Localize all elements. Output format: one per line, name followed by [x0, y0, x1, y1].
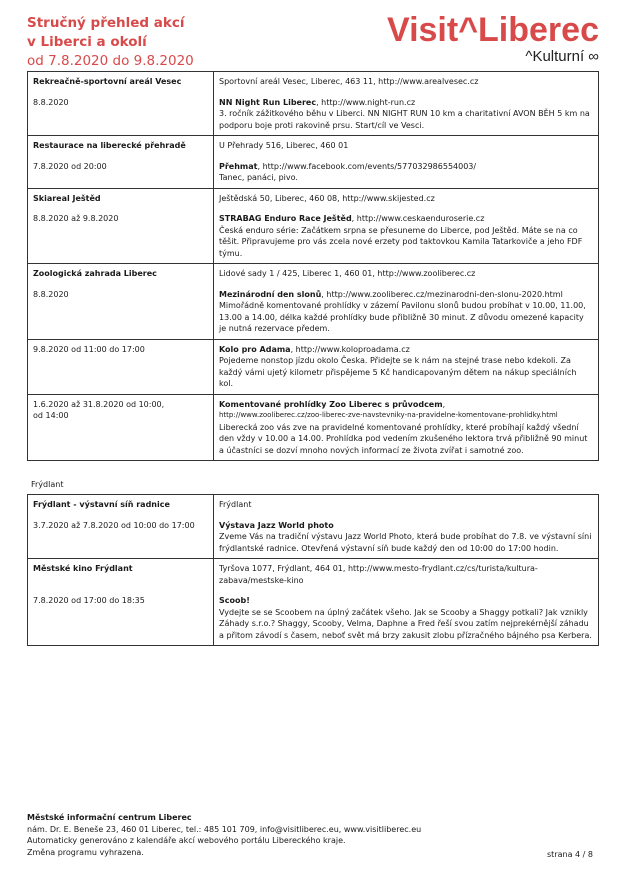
event-date: 8.8.2020: [33, 289, 69, 299]
visit-liberec-logo: [327, 10, 599, 70]
venue-address: Tyršova 1077, Frýdlant, 464 01, http://www.mesto-frydlant.cz/cs/turista/kultura-zabava/mestske-kino: [219, 564, 538, 585]
event-heading: [219, 595, 592, 607]
venue-name: Rekreačně-sportovní areál Vesec: [33, 77, 182, 86]
event-row: [28, 394, 599, 461]
event-heading: [219, 399, 592, 411]
event-date: 8.8.2020 až 9.8.2020: [33, 214, 119, 223]
events-table-frydlant: [27, 494, 599, 646]
report-date-range: od 7.8.2020 do 9.8.2020: [27, 53, 194, 69]
report-title-line2: v Liberci a okolí: [27, 34, 147, 50]
event-heading: [219, 289, 592, 301]
event-title: Mezinárodní den slonů: [219, 289, 322, 299]
event-description: Pojedeme nonstop jízdu okolo Česka. Přidejte se k nám na stejné trase nebo kdekoli. Za každý vámi ujetý kilometr přispějeme 5 Kč handicapovaným dětem na nákup speciálních kol.: [219, 356, 577, 388]
event-title: STRABAG Enduro Race Ještěd: [219, 214, 352, 223]
event-heading: [219, 520, 592, 532]
footer-organization: Městské informační centrum Liberec: [27, 813, 192, 822]
event-title: Scoob!: [219, 596, 250, 605]
venue-row: [28, 495, 599, 559]
event-description: Zveme Vás na tradiční výstavu Jazz World Photo, která bude probíhat do 7.8. ve výstavní síni frýdlantské radnice. Otevřená výstavní síň bude každý den od 10:00 do 17:00 hodin.: [219, 532, 592, 553]
event-title: NN Night Run Liberec: [219, 97, 317, 107]
report-title-line1: Stručný přehled akcí: [27, 15, 185, 31]
venue-row: [28, 188, 599, 264]
venue-name: Městské kino Frýdlant: [33, 564, 133, 573]
footer-note-generated: Automaticky generováno z kalendáře akcí webového portálu Libereckého kraje.: [27, 836, 346, 845]
footer-contact: nám. Dr. E. Beneše 23, 460 01 Liberec, tel.: 485 101 709, info@visitliberec.eu, www.visitliberec.eu: [27, 824, 422, 834]
event-description: 3. ročník zážitkového běhu v Liberci. NN NIGHT RUN 10 km a charitativní AVON BĚH 5 km na podporu boje proti rakovině prsu. Start/cíl ve Vesci.: [219, 109, 590, 130]
event-heading: [219, 344, 592, 356]
event-description: Mimořádně komentované prohlídky v zázemí Pavilonu slonů budou probíhat v 10.00, 11.00, 13.00 a 14.00, délka každé prohlídky bude přibližně 30 minut. Z důvodu omezené kapacity je nutná rezervace předem.: [219, 301, 586, 333]
venue-address: Frýdlant: [219, 500, 252, 509]
event-heading: [219, 97, 592, 109]
venue-row: [28, 72, 599, 136]
event-date: 7.8.2020 od 17:00 do 18:35: [33, 595, 145, 605]
event-description: Vydejte se se Scoobem na úplný začátek všeho. Jak se Scooby a Shaggy potkali? Jak vznikly Záhady s.r.o.? Shaggy, Scooby, Velma, Daphne a Fred řeší svou zatím nejprekérnější záhadu a přitom závodí s časem, neboť svět má brzy zakusit zlobu přízračného bájného psa Kerbera.: [219, 607, 592, 640]
venue-address: Lidové sady 1 / 425, Liberec 1, 460 01, http://www.zooliberec.cz: [219, 269, 476, 278]
event-url[interactable]: , http://www.facebook.com/events/577032986554003/: [257, 161, 477, 171]
event-title: Komentované prohlídky Zoo Liberec s průvodcem: [219, 399, 443, 409]
event-title: Přehmat: [219, 161, 258, 171]
logo-subtitle: ^Kulturní ∞: [525, 48, 599, 65]
venue-name: Skiareal Ještěd: [33, 193, 101, 203]
venue-row: [28, 559, 599, 646]
event-title: Kolo pro Adama: [219, 344, 291, 354]
event-description: Tanec, panáci, pivo.: [219, 173, 298, 182]
report-header: [27, 14, 257, 71]
event-date: 1.6.2020 až 31.8.2020 od 10:00,: [33, 399, 165, 409]
venue-address: Ještědská 50, Liberec, 460 08, http://www.skijested.cz: [219, 193, 435, 203]
event-date: 9.8.2020 od 11:00 do 17:00: [33, 344, 145, 354]
venue-name: Restaurace na liberecké přehradě: [33, 141, 186, 150]
logo-wordmark: Visit^Liberec: [387, 11, 599, 49]
event-row: [28, 339, 599, 394]
events-table-liberec: [27, 71, 599, 461]
city-heading: Frýdlant: [31, 480, 64, 489]
page-number: strana 4 / 8: [547, 850, 593, 859]
footer-note-changes: Změna programu vyhrazena.: [27, 847, 144, 857]
page-footer: [27, 812, 421, 858]
event-url[interactable]: ,: [442, 399, 446, 409]
venue-address: U Přehrady 516, Liberec, 460 01: [219, 141, 349, 150]
event-description: Liberecká zoo vás zve na pravidelné komentované prohlídky, které probíhají každý všední den vždy v 10.00 a 14.00. Prohlídka pod vedením zkušeného lektora trvá přibližně 90 minut a účastníci se dozví mnoho nových informací ze života zvířat i samotné zoo.: [219, 422, 588, 455]
event-url[interactable]: , http://www.ceskaenduroserie.cz: [351, 214, 485, 223]
event-description: Česká enduro série: Začátkem srpna se přesuneme do Liberce, pod Ještěd. Máte se na co těšit. Připravujeme pro vás zcela nové erzety pod taktovkou Kamila Tatarkoviče a jeho FDF týmu.: [219, 225, 583, 258]
venue-name: Frýdlant - výstavní síň radnice: [33, 500, 170, 509]
event-title: Výstava Jazz World photo: [219, 520, 334, 530]
venue-name: Zoologická zahrada Liberec: [33, 269, 157, 278]
event-url[interactable]: , http://www.night-run.cz: [316, 97, 416, 107]
event-date-continued: od 14:00: [33, 411, 69, 420]
event-url[interactable]: , http://www.zooliberec.cz/mezinarodni-den-slonu-2020.html: [321, 289, 563, 299]
venue-row: [28, 136, 599, 189]
venue-address: Sportovní areál Vesec, Liberec, 463 11, http://www.arealvesec.cz: [219, 77, 479, 86]
event-heading: [219, 161, 592, 173]
event-url-continued[interactable]: http://www.zooliberec.cz/zoo-liberec-zve-navstevniky-na-pravidelne-komentovane-prohlidky.html: [219, 411, 558, 419]
venue-row: [28, 264, 599, 340]
event-date: 8.8.2020: [33, 97, 69, 107]
event-heading: [219, 213, 592, 225]
event-date: 3.7.2020 až 7.8.2020 od 10:00 do 17:00: [33, 520, 195, 530]
event-url[interactable]: , http://www.koloproadama.cz: [290, 344, 410, 354]
event-date: 7.8.2020 od 20:00: [33, 161, 107, 171]
